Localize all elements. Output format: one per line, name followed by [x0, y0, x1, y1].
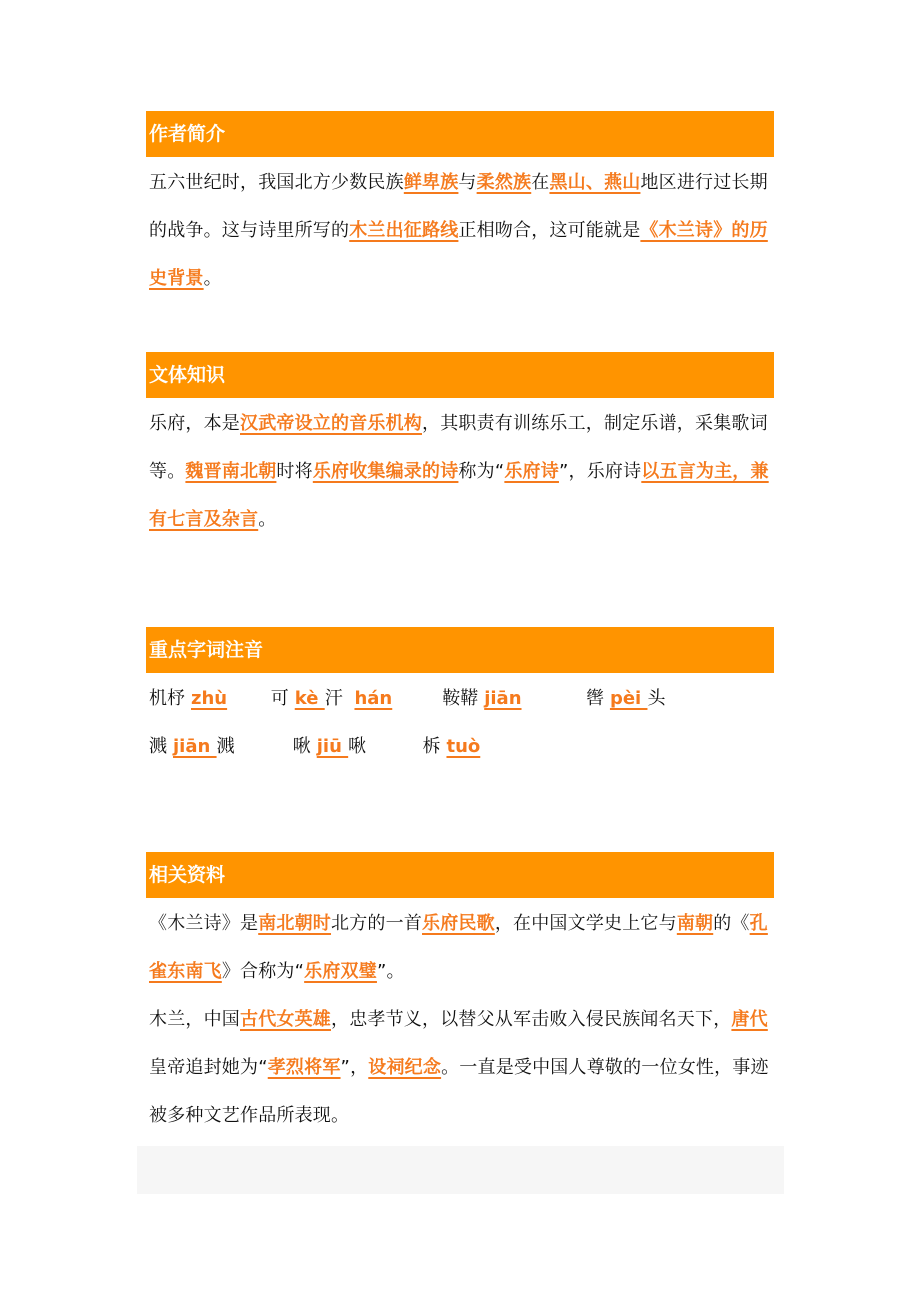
bottom-tint — [137, 1146, 784, 1194]
body-text: 《木兰诗》是 — [149, 913, 259, 934]
section-header-related: 相关资料 — [146, 852, 774, 898]
body-text: 时将 — [276, 461, 313, 482]
highlighted-term: 孝烈将军 — [267, 1057, 341, 1078]
body-text: ，忠孝节义，以替父从军击败入侵民族闻名天下， — [331, 1009, 732, 1030]
related-paragraph-2 — [146, 996, 774, 1140]
section-header-genre: 文体知识 — [146, 352, 774, 398]
highlighted-term: 乐府诗 — [504, 461, 559, 482]
highlighted-term: 魏晋南北朝 — [185, 461, 277, 482]
highlighted-term: 《木兰诗》的历史背景 — [149, 220, 768, 289]
body-text: ”， — [340, 1057, 369, 1078]
highlighted-term: 乐府双璧 — [304, 961, 377, 982]
body-text: 称为“ — [458, 461, 505, 482]
body-text: 五六世纪时，我国北方少数民族 — [149, 172, 404, 193]
body-text: 。 — [203, 268, 222, 289]
body-text: 地区进行过长期的战争。这与诗里所写的 — [149, 172, 768, 241]
section-header-author: 作者简介 — [146, 111, 774, 157]
pinyin-reading: jiān — [484, 688, 522, 709]
related-paragraph-1 — [146, 900, 774, 996]
highlighted-term: 唐代 — [731, 1009, 768, 1030]
body-text: 的《 — [713, 913, 750, 934]
highlighted-term: 柔然族 — [476, 172, 532, 193]
section-pinyin — [146, 627, 774, 771]
highlighted-term: 乐府民歌 — [422, 913, 495, 934]
body-text: ”。 — [376, 961, 405, 982]
highlighted-term: 黑山、燕山 — [549, 172, 641, 193]
body-text: 。一直是受中国人尊敬的一位女性，事迹被多种文艺作品所表现。 — [149, 1057, 769, 1126]
highlighted-term: 南朝 — [676, 913, 714, 934]
body-text: 在 — [531, 172, 550, 193]
highlighted-term: 孔雀东南飞 — [149, 913, 768, 982]
body-text: 木兰，中国 — [149, 1009, 240, 1030]
highlighted-term: 以五言为主，兼有七言及杂言 — [149, 461, 769, 530]
pinyin-reading: pèi — [609, 688, 648, 709]
body-text: ”，乐府诗 — [558, 461, 642, 482]
pinyin-item: 啾 jiū 啾 — [292, 736, 367, 757]
section-author — [146, 111, 774, 303]
body-text: 乐府，本是 — [149, 413, 240, 434]
pinyin-reading: tuò — [446, 736, 481, 757]
pinyin-item: 溅 jiān 溅 — [149, 736, 235, 757]
section-header-pinyin: 重点字词注音 — [146, 627, 774, 673]
pinyin-reading: jiān — [173, 736, 217, 757]
body-text: ，在中国文学史上它与 — [494, 913, 677, 934]
section-related — [146, 852, 774, 1140]
pinyin-row-1 — [146, 675, 774, 723]
pinyin-reading: kè — [294, 688, 325, 709]
pinyin-item: 可 kè 汗 — [270, 688, 343, 709]
body-text: 正相吻合，这可能就是 — [458, 220, 641, 241]
genre-paragraph — [146, 400, 774, 544]
body-text: 。 — [258, 509, 277, 530]
author-paragraph — [146, 159, 774, 303]
highlighted-term: 设祠纪念 — [368, 1057, 442, 1078]
section-genre — [146, 352, 774, 544]
pinyin-reading: hán — [354, 688, 393, 709]
pinyin-item: 柝 tuò — [422, 736, 481, 757]
body-text: ，其职责有训练乐工，制定乐谱，采集歌词等。 — [149, 413, 768, 482]
pinyin-item: 机杼 zhù — [149, 688, 228, 709]
highlighted-term: 乐府收集编录的诗 — [312, 461, 459, 482]
pinyin-item: 辔 pèi 头 — [585, 688, 666, 709]
pinyin-item — [354, 675, 436, 723]
pinyin-reading: jiū — [316, 736, 349, 757]
highlighted-term: 鲜卑族 — [403, 172, 459, 193]
pinyin-reading: zhù — [191, 688, 228, 709]
body-text: 与 — [458, 172, 477, 193]
pinyin-row-2 — [146, 723, 774, 771]
body-text: 皇帝追封她为“ — [149, 1057, 268, 1078]
highlighted-term: 木兰出征路线 — [349, 220, 459, 241]
highlighted-term: 古代女英雄 — [240, 1009, 331, 1030]
highlighted-term: 南北朝时 — [258, 913, 332, 934]
body-text: 》合称为“ — [221, 961, 305, 982]
highlighted-term: 汉武帝设立的音乐机构 — [240, 413, 422, 434]
pinyin-item: 鞍鞯 jiān — [442, 688, 522, 709]
body-text: 北方的一首 — [331, 913, 423, 934]
